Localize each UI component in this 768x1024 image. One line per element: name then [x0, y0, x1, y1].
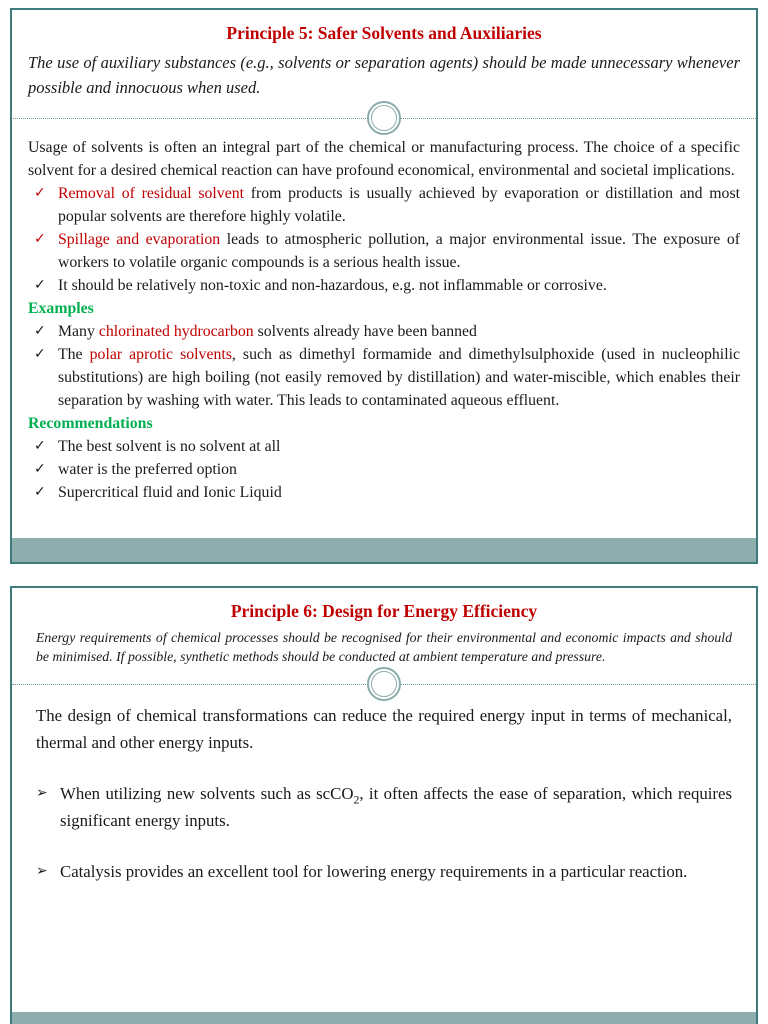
check-bullet-icon: ✓	[34, 277, 46, 293]
intro-paragraph: The design of chemical transformations can reduce the required energy input in terms of mechanical, thermal and other energy inputs.	[36, 706, 732, 752]
list-item	[28, 435, 740, 458]
check-bullet-icon: ✓	[34, 185, 46, 201]
arrow-bullet-icon: ➢	[36, 863, 48, 879]
intro-paragraph: Usage of solvents is often an integral part of the chemical or manufacturing process. The choice of a specific solvent for a desired chemical reaction can have profound economical, environmental and societal implications.	[28, 139, 740, 179]
list-item-text: water is the preferred option	[58, 461, 237, 478]
slide-title: Principle 5: Safer Solvents and Auxiliaries	[226, 23, 542, 43]
list-item-text: The best solvent is no solvent at all	[58, 438, 281, 455]
check-bullet-icon: ✓	[34, 323, 46, 339]
list-item	[28, 320, 740, 343]
list-item-text: When utilizing new solvents such as scCO$_2$, it often affects the ease of separation, which requires significant energy inputs.	[60, 784, 732, 830]
recommendations-heading: Recommendations	[28, 415, 153, 432]
ring-ornament-icon	[367, 667, 401, 701]
list-item-text: The polar aprotic solvents, such as dimethyl formamide and dimethylsulphoxide (used in nucleophilic substitutions) are high boiling (not easily removed by distillation) and water-miscible, which enables their separation by washing with water. This leads to contaminated aqueous effluent.	[58, 346, 740, 409]
check-bullet-icon: ✓	[34, 231, 46, 247]
list-item	[28, 274, 740, 297]
slide-title: Principle 6: Design for Energy Efficiency	[230, 601, 538, 621]
list-item	[28, 228, 740, 274]
slide-principle-5	[10, 8, 758, 564]
list-item	[36, 858, 732, 885]
list-item-text: Removal of residual solvent from products is usually achieved by evaporation or distillation and most popular solvents are therefore highly volatile.	[58, 185, 740, 225]
check-bullet-icon: ✓	[34, 346, 46, 362]
footer-band	[12, 1012, 756, 1024]
list-item	[36, 780, 732, 834]
list-item	[28, 182, 740, 228]
slide-content	[12, 588, 756, 885]
list-item-text: Many chlorinated hydrocarbon solvents already have been banned	[58, 323, 477, 340]
check-bullet-icon: ✓	[34, 461, 46, 477]
section-divider	[36, 668, 732, 700]
list-item	[28, 458, 740, 481]
slide-content	[12, 10, 756, 504]
list-item-text: Supercritical fluid and Ionic Liquid	[58, 484, 282, 501]
check-bullet-icon: ✓	[34, 438, 46, 454]
list-item-text: It should be relatively non-toxic and non-hazardous, e.g. not inflammable or corrosive.	[58, 277, 607, 294]
list-item	[28, 481, 740, 504]
ring-ornament-icon	[367, 101, 401, 135]
slide-quote: The use of auxiliary substances (e.g., solvents or separation agents) should be made unnecessary whenever possible and innocuous when used.	[28, 53, 740, 97]
footer-band	[12, 538, 756, 562]
list-item	[28, 343, 740, 412]
slide-principle-6	[10, 586, 758, 1024]
list-item-text: Catalysis provides an excellent tool for lowering energy requirements in a particular reaction.	[60, 862, 688, 881]
section-divider	[28, 102, 740, 134]
examples-heading: Examples	[28, 300, 94, 317]
list-item-text: Spillage and evaporation leads to atmospheric pollution, a major environmental issue. The exposure of workers to volatile organic compounds is a serious health issue.	[58, 231, 740, 271]
check-bullet-icon: ✓	[34, 484, 46, 500]
slide-quote: Energy requirements of chemical processes should be recognised for their environmental and economic impacts and should be minimised. If possible, synthetic methods should be conducted at ambient temperature and pressure.	[36, 630, 732, 664]
arrow-bullet-icon: ➢	[36, 785, 48, 801]
